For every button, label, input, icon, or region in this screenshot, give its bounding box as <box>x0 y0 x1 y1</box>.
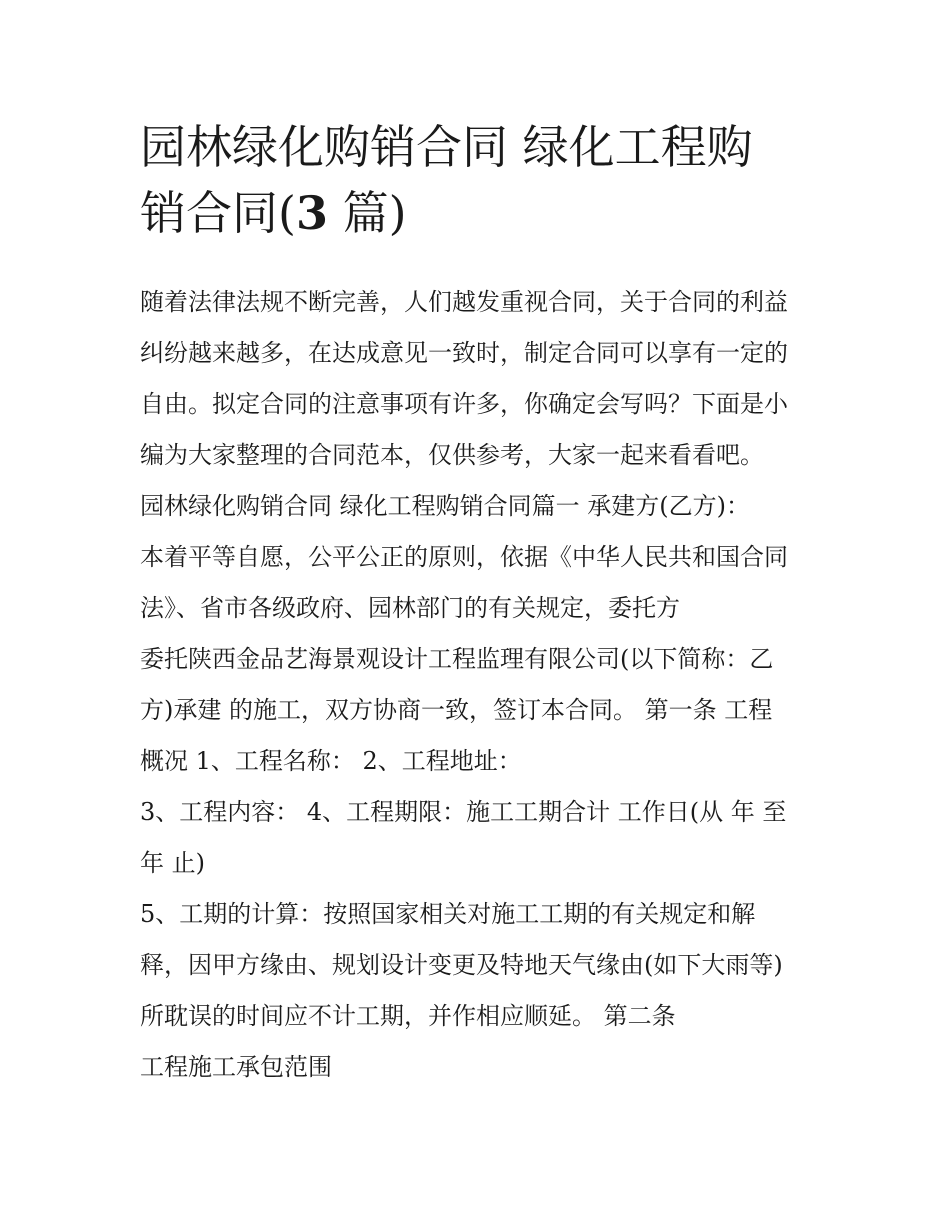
body-line: 释，因甲方缘由、规划设计变更及特地天气缘由(如下大雨等) <box>140 951 783 979</box>
body-line: 纠纷越来越多，在达成意见一致时，制定合同可以享有一定的 <box>140 339 788 367</box>
body-line: 概况 1、工程名称： 2、工程地址： <box>140 747 522 775</box>
body-line: 方)承建 的施工，双方协商一致，签订本合同。 第一条 工程 <box>140 696 773 724</box>
body-line: 法》、省市各级政府、园林部门的有关规定，委托方 <box>140 594 680 622</box>
body-line: 3、工程内容： 4、工程期限：施工工期合计 工作日(从 年 至 <box>140 798 787 826</box>
title-line-2-suffix: 篇) <box>327 186 407 240</box>
body-line: 工程施工承包范围 <box>140 1053 332 1081</box>
body-line: 5、工期的计算：按照国家相关对施工工期的有关规定和解 <box>140 900 756 928</box>
title-line-1: 园林绿化购销合同 绿化工程购 <box>140 120 753 174</box>
body-line: 随着法律法规不断完善，人们越发重视合同，关于合同的利益 <box>140 288 788 316</box>
title-line-2-number: 3 <box>295 186 328 240</box>
document-body <box>140 277 830 1093</box>
body-line: 年 止) <box>140 849 205 877</box>
body-line: 所耽误的时间应不计工期，并作相应顺延。 第二条 <box>140 1002 676 1030</box>
title-line-2-prefix: 销合同( <box>140 186 296 240</box>
body-line: 本着平等自愿，公平公正的原则，依据《中华人民共和国合同 <box>140 543 788 571</box>
body-line: 园林绿化购销合同 绿化工程购销合同篇一 承建方(乙方)： <box>140 492 750 520</box>
body-line: 编为大家整理的合同范本，仅供参考，大家一起来看看吧。 <box>140 441 764 469</box>
body-line: 自由。拟定合同的注意事项有许多，你确定会写吗？下面是小 <box>140 390 788 418</box>
body-line: 委托陕西金品艺海景观设计工程监理有限公司(以下简称：乙 <box>140 645 774 673</box>
document-title <box>140 114 830 246</box>
